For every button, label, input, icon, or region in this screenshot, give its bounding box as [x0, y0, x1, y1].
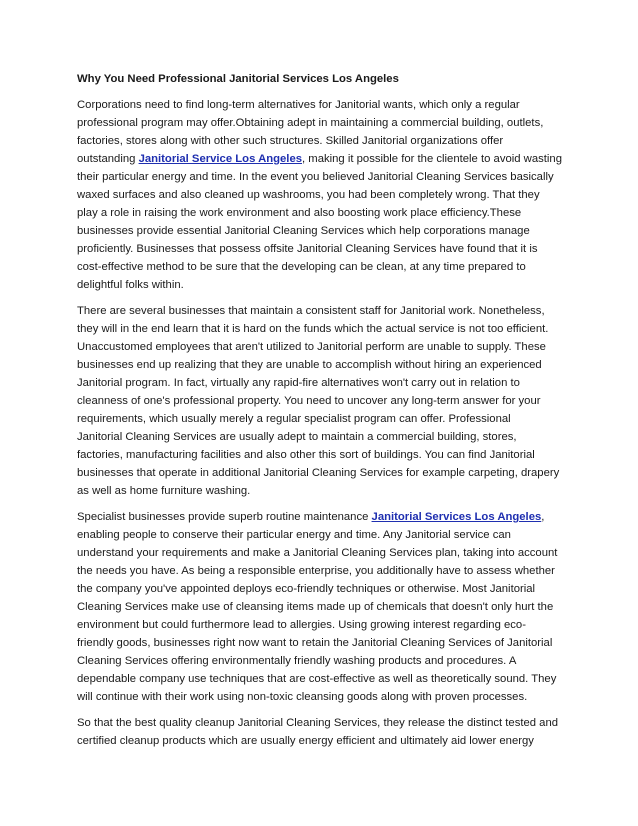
paragraph-1 [77, 96, 565, 294]
text-line [77, 276, 565, 294]
paragraph-3 [77, 508, 565, 706]
text-line [77, 526, 565, 544]
paragraph-2 [77, 302, 565, 500]
text-line [77, 338, 565, 356]
text-line [77, 168, 565, 186]
text-line [77, 544, 565, 562]
text-run: environment but could furthermore lead to allergies. Using growing interest regarding eco- [77, 619, 526, 631]
text-line [77, 634, 565, 652]
text-line [77, 302, 565, 320]
text-line [77, 258, 565, 276]
text-line [77, 132, 565, 150]
text-line [77, 240, 565, 258]
text-line [77, 186, 565, 204]
text-run: Janitorial program. In fact, virtually any rapid-fire alternatives won't carry out in relation to [77, 377, 520, 389]
text-line [77, 428, 565, 446]
text-run: businesses end up realizing that they are unable to accomplish without hiring an experienced [77, 359, 542, 371]
text-run: Unaccustomed employees that aren't utilized to Janitorial perform are unable to supply. These [77, 341, 546, 353]
text-line [77, 320, 565, 338]
text-run: dependable company use techniques that are cost-effective as well as theoretically sound. They [77, 673, 557, 685]
text-run: cleanness of one's professional property. You need to uncover any long-term answer for your [77, 395, 541, 407]
text-run: , making it possible for the clientele to avoid wasting [302, 153, 562, 165]
text-line [77, 392, 565, 410]
text-line [77, 616, 565, 634]
text-run: waxed surfaces and also cleaned up washrooms, you had been completely wrong. That they [77, 189, 540, 201]
text-line [77, 204, 565, 222]
text-run: delightful folks within. [77, 279, 184, 291]
text-run: requirements, which usually merely a regular specialist program can offer. Professional [77, 413, 511, 425]
text-line [77, 96, 565, 114]
text-run: Specialist businesses provide superb routine maintenance [77, 511, 372, 523]
text-line [77, 410, 565, 428]
hyperlink[interactable]: Janitorial Service Los Angeles [138, 153, 303, 165]
text-line [77, 670, 565, 688]
document-body [77, 96, 565, 750]
paragraph-4 [77, 714, 565, 750]
text-run: Janitorial Cleaning Services are usually adept to maintain a commercial building, stores, [77, 431, 517, 443]
text-line [77, 562, 565, 580]
document-title: Why You Need Professional Janitorial Services Los Angeles [77, 73, 399, 85]
text-run: factories, manufacturing facilities and also other this sort of buildings. You can find Janitorial [77, 449, 535, 461]
text-run: There are several businesses that maintain a consistent staff for Janitorial work. Nonetheless, [77, 305, 545, 317]
text-run: outstanding [77, 153, 139, 165]
text-line [77, 652, 565, 670]
text-line [77, 714, 565, 732]
text-run: understand your requirements and make a Janitorial Cleaning Services plan, taking into account [77, 547, 558, 559]
text-run: Corporations need to find long-term alternatives for Janitorial wants, which only a regular [77, 99, 520, 111]
text-run: friendly goods, businesses right now want to retain the Janitorial Cleaning Services of Janitorial [77, 637, 553, 649]
document-page [77, 70, 565, 758]
text-run: play a role in raising the work environment and also boosting work place efficiency.These [77, 207, 522, 219]
text-run: factories, stores along with other such structures. Skilled Janitorial organizations offer [77, 135, 504, 147]
text-line [77, 356, 565, 374]
text-run: certified cleanup products which are usually energy efficient and ultimately aid lower energy [77, 735, 534, 747]
text-run: will continue with their work using non-toxic cleansing goods along with proven processes. [77, 691, 528, 703]
text-run: they will in the end learn that it is hard on the funds which the actual service is not too efficient. [77, 323, 549, 335]
text-run: proficiently. Businesses that possess offsite Janitorial Cleaning Services have found that it is [77, 243, 538, 255]
text-line [77, 114, 565, 132]
text-run: enabling people to conserve their particular energy and time. Any Janitorial service can [77, 529, 511, 541]
text-run: So that the best quality cleanup Janitorial Cleaning Services, they release the distinct tested and [77, 717, 559, 729]
text-run: the company you've appointed deploys eco-friendly techniques or otherwise. Most Janitorial [77, 583, 536, 595]
hyperlink[interactable]: Janitorial Services Los Angeles [371, 511, 542, 523]
text-line [77, 446, 565, 464]
text-run: cost-effective method to be sure that the developing can be clean, at any time prepared to [77, 261, 526, 273]
text-line [77, 482, 565, 500]
text-run: businesses provide essential Janitorial Cleaning Services which help corporations manage [77, 225, 530, 237]
text-line [77, 508, 565, 526]
text-run: Cleaning Services make use of cleansing items made up of chemicals that doesn't only hurt the [77, 601, 554, 613]
text-line [77, 580, 565, 598]
text-line [77, 150, 565, 168]
text-run: their particular energy and time. In the event you believed Janitorial Cleaning Services basically [77, 171, 554, 183]
text-run: the needs you have. As being a responsible enterprise, you additionally have to assess whether [77, 565, 555, 577]
text-run: as well as home furniture washing. [77, 485, 251, 497]
text-run: professional program may offer.Obtaining adept in maintaining a commercial building, outlets, [77, 117, 544, 129]
text-line [77, 222, 565, 240]
text-line [77, 598, 565, 616]
text-run: businesses that operate in additional Janitorial Cleaning Services for example carpeting, drapery [77, 467, 560, 479]
text-run: Cleaning Services offering environmentally friendly washing products and procedures. A [77, 655, 517, 667]
text-run: , [541, 511, 545, 523]
text-line [77, 374, 565, 392]
text-line [77, 732, 565, 750]
text-line [77, 464, 565, 482]
text-line [77, 688, 565, 706]
